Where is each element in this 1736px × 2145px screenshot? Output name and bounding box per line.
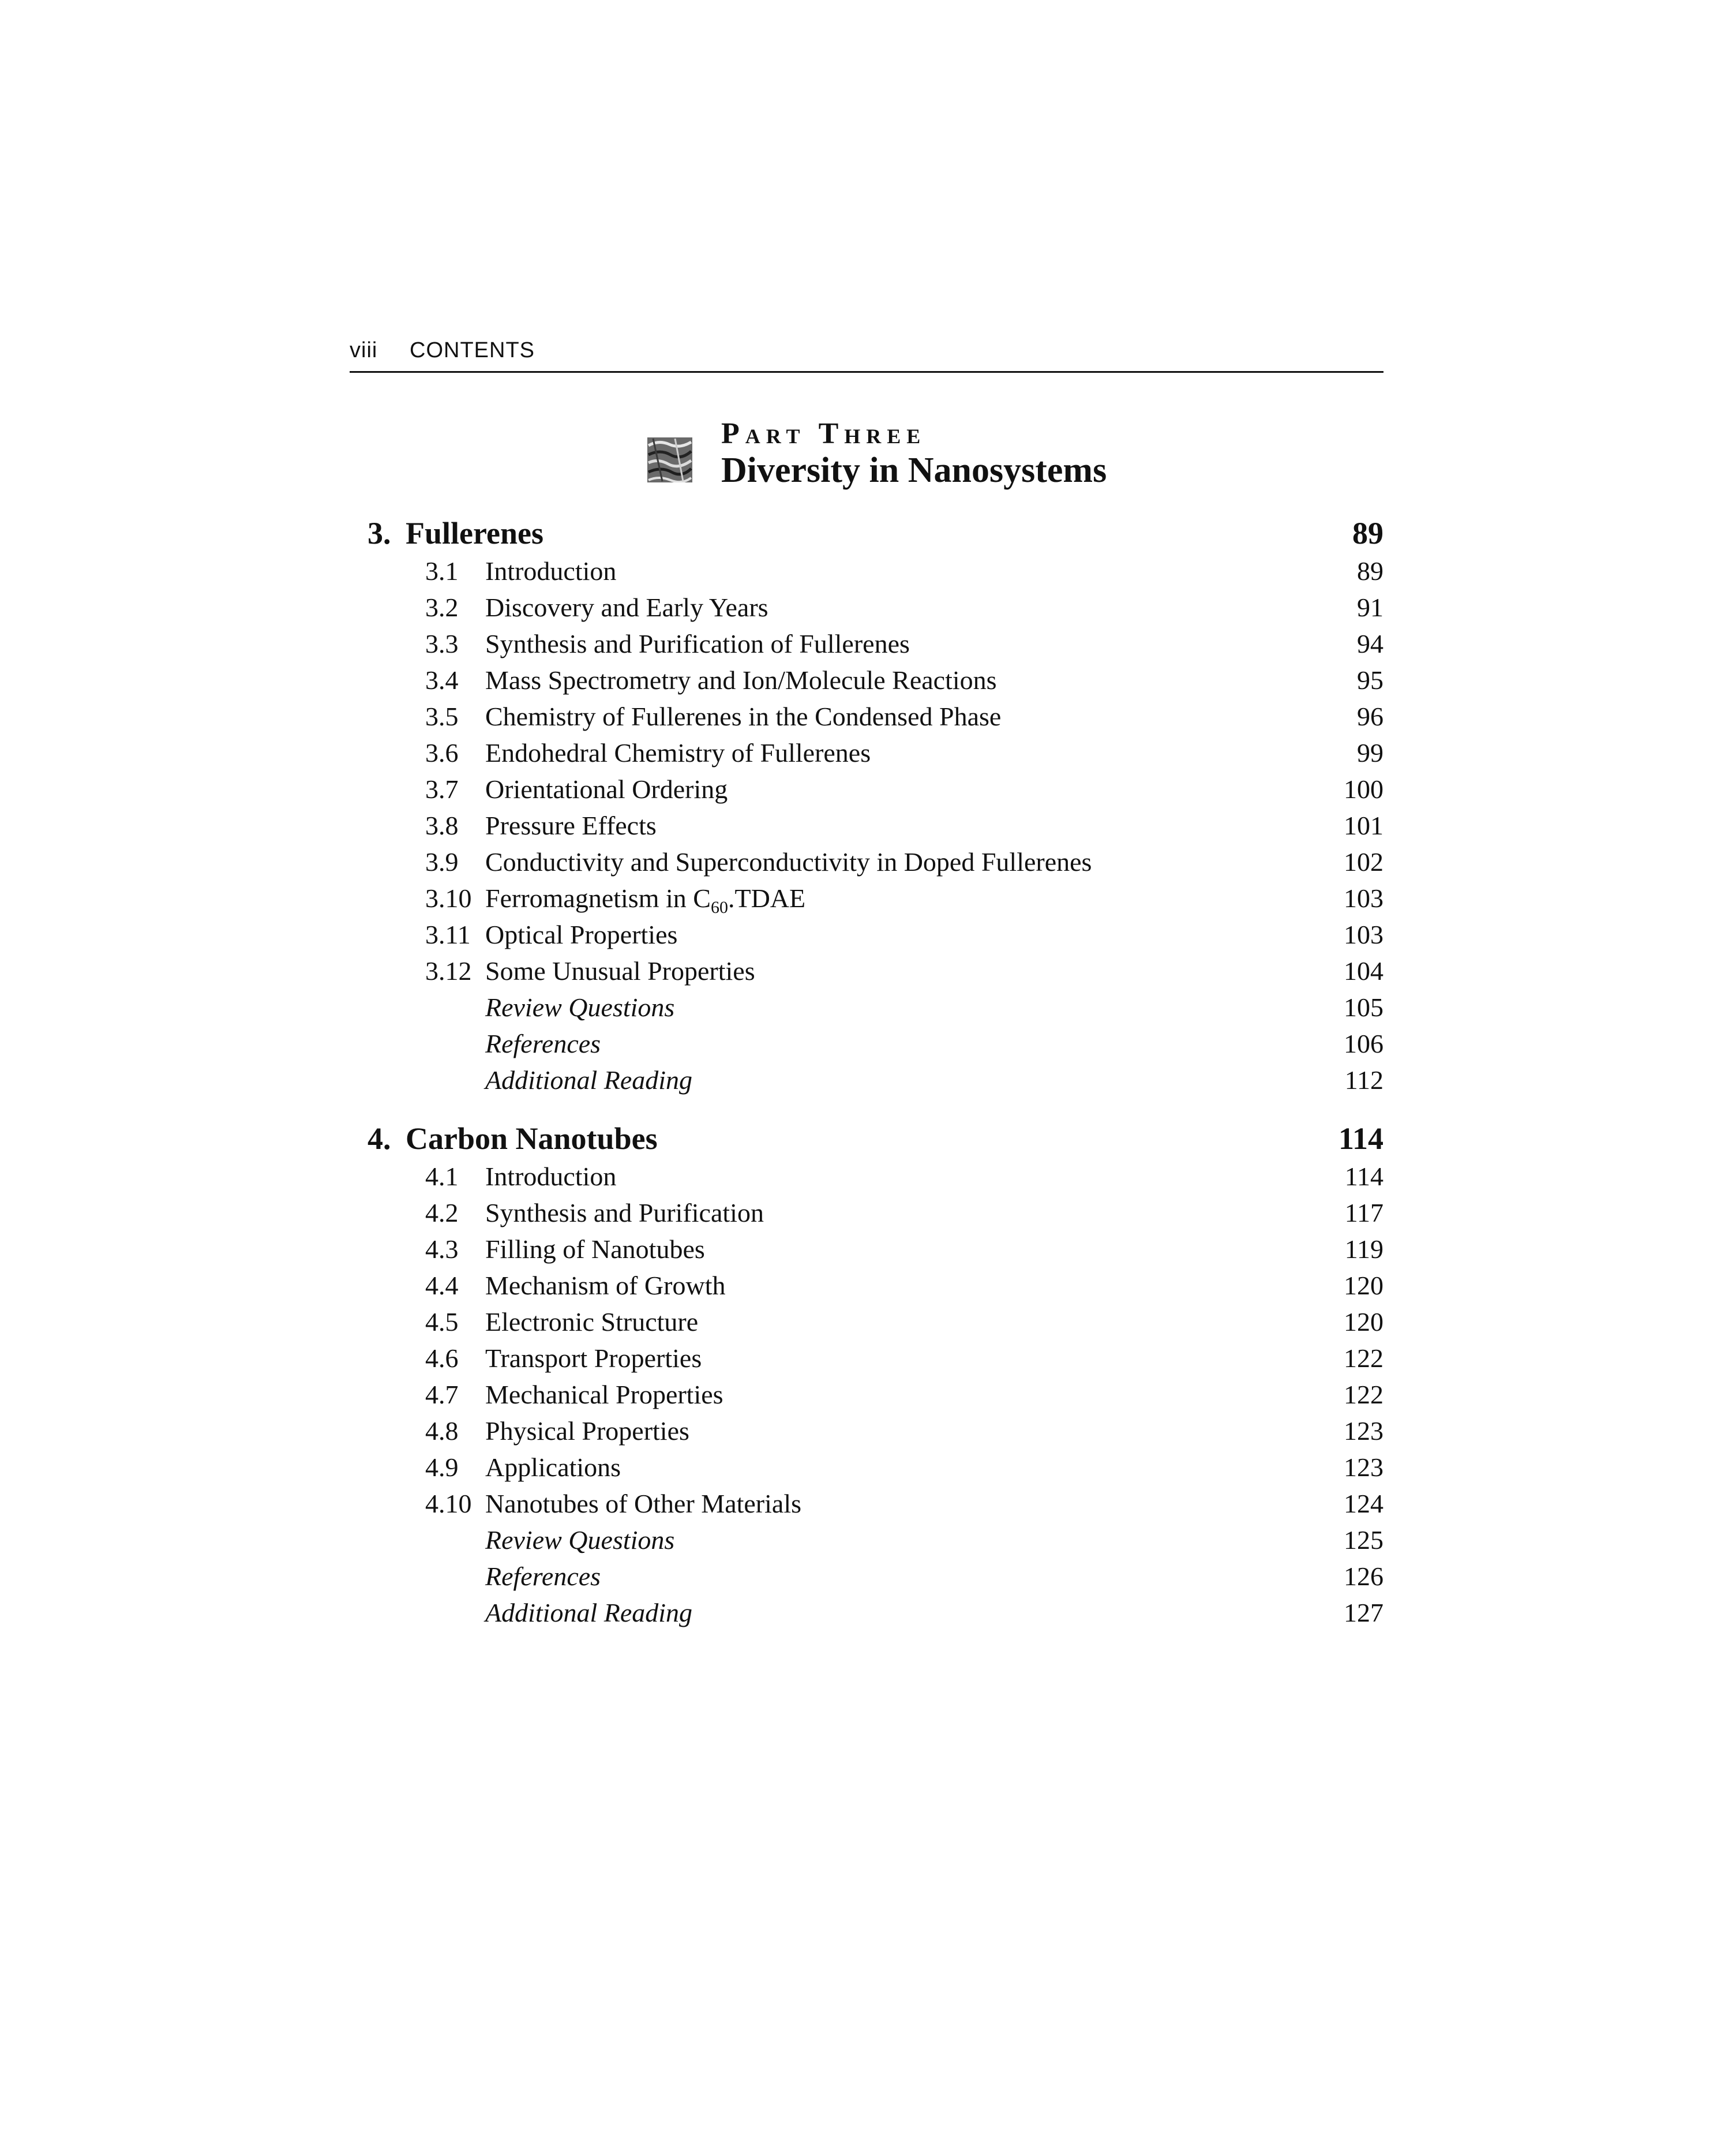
section-page: 103 [1344, 884, 1383, 913]
section-page: 91 [1357, 593, 1383, 622]
section-page: 101 [1344, 811, 1383, 840]
section-title: Mechanical Properties [485, 1380, 723, 1409]
section-title: Endohedral Chemistry of Fullerenes [485, 738, 871, 768]
section-page: 123 [1344, 1416, 1383, 1446]
section-title: Orientational Ordering [485, 774, 728, 804]
section-title: Review Questions [485, 993, 675, 1022]
section-title: Pressure Effects [485, 811, 657, 840]
section-number: 4.4 [425, 1271, 459, 1300]
section-title: References [485, 1029, 601, 1058]
section-title-subscript: 60 [710, 898, 728, 917]
section-page: 120 [1344, 1307, 1383, 1337]
section-title: Filling of Nanotubes [485, 1234, 705, 1264]
chapter-page: 114 [1338, 1121, 1383, 1156]
section-number: 4.7 [425, 1380, 459, 1409]
section-page: 99 [1357, 738, 1383, 768]
section-title: Synthesis and Purification [485, 1198, 764, 1227]
section-page: 122 [1344, 1343, 1383, 1373]
section-page: 126 [1344, 1562, 1383, 1591]
section-page: 103 [1344, 920, 1383, 949]
table-of-contents [350, 0, 1383, 2145]
section-number: 3.2 [425, 593, 459, 622]
section-title: Introduction [485, 556, 617, 586]
section-title: Optical Properties [485, 920, 678, 949]
section-number: 3.8 [425, 811, 459, 840]
section-number: 4.8 [425, 1416, 459, 1446]
section-page: 112 [1344, 1065, 1383, 1095]
section-title: Review Questions [485, 1525, 675, 1555]
section-page: 123 [1344, 1453, 1383, 1482]
section-number: 3.5 [425, 702, 459, 731]
page-folio: viii [350, 338, 378, 362]
section-title: Applications [485, 1453, 621, 1482]
section-title: Physical Properties [485, 1416, 689, 1446]
section-page: 124 [1344, 1489, 1383, 1518]
section-title: Transport Properties [485, 1343, 702, 1373]
section-title: Additional Reading [485, 1598, 693, 1627]
section-page: 102 [1344, 847, 1383, 877]
section-title: Discovery and Early Years [485, 593, 768, 622]
section-title: Introduction [485, 1162, 617, 1191]
section-page: 120 [1344, 1271, 1383, 1300]
section-number: 3.1 [425, 556, 459, 586]
section-title: Chemistry of Fullerenes in the Condensed Phase [485, 702, 1002, 731]
section-title: Conductivity and Superconductivity in Doped Fullerenes [485, 847, 1092, 877]
section-page: 105 [1344, 993, 1383, 1022]
section-number: 3.12 [425, 956, 472, 986]
section-title: Electronic Structure [485, 1307, 699, 1337]
section-number: 4.1 [425, 1162, 459, 1191]
section-page: 114 [1344, 1162, 1383, 1191]
section-title: References [485, 1562, 601, 1591]
section-number: 3.7 [425, 774, 459, 804]
section-number: 4.2 [425, 1198, 459, 1227]
part-label: Part Three [721, 417, 927, 450]
section-page: 125 [1344, 1525, 1383, 1555]
chapter-title: Carbon Nanotubes [406, 1121, 658, 1156]
section-number: 4.6 [425, 1343, 459, 1373]
section-page: 94 [1357, 629, 1383, 658]
chapter-title: Fullerenes [406, 516, 543, 551]
section-title-prefix: Ferromagnetism in C [485, 884, 711, 913]
section-page: 95 [1357, 665, 1383, 695]
section-title: Mechanism of Growth [485, 1271, 726, 1300]
section-page: 104 [1344, 956, 1383, 986]
section-title: Additional Reading [485, 1065, 693, 1095]
section-page: 117 [1344, 1198, 1383, 1227]
section-page: 127 [1344, 1598, 1383, 1627]
section-title-suffix: .TDAE [728, 884, 806, 913]
section-number: 3.4 [425, 665, 459, 695]
section-number: 4.5 [425, 1307, 459, 1337]
section-page: 96 [1357, 702, 1383, 731]
section-number: 3.11 [425, 920, 471, 949]
section-title: Synthesis and Purification of Fullerenes [485, 629, 910, 658]
section-number: 3.9 [425, 847, 459, 877]
section-title: Some Unusual Properties [485, 956, 755, 986]
section-page: 122 [1344, 1380, 1383, 1409]
section-title: Nanotubes of Other Materials [485, 1489, 802, 1518]
section-number: 3.3 [425, 629, 459, 658]
section-page: 89 [1357, 556, 1383, 586]
section-title [485, 882, 805, 924]
chapter-number: 3. [368, 516, 391, 551]
chapter-page: 89 [1352, 516, 1383, 551]
section-page: 100 [1344, 774, 1383, 804]
chapter-number: 4. [368, 1121, 391, 1156]
section-number: 3.10 [425, 884, 472, 913]
running-header-title: CONTENTS [410, 338, 535, 362]
section-number: 4.3 [425, 1234, 459, 1264]
section-title: Mass Spectrometry and Ion/Molecule Reactions [485, 665, 997, 695]
section-number: 3.6 [425, 738, 459, 768]
section-page: 119 [1344, 1234, 1383, 1264]
section-page: 106 [1344, 1029, 1383, 1058]
section-number: 4.9 [425, 1453, 459, 1482]
section-number: 4.10 [425, 1489, 472, 1518]
part-title: Diversity in Nanosystems [721, 451, 1107, 490]
